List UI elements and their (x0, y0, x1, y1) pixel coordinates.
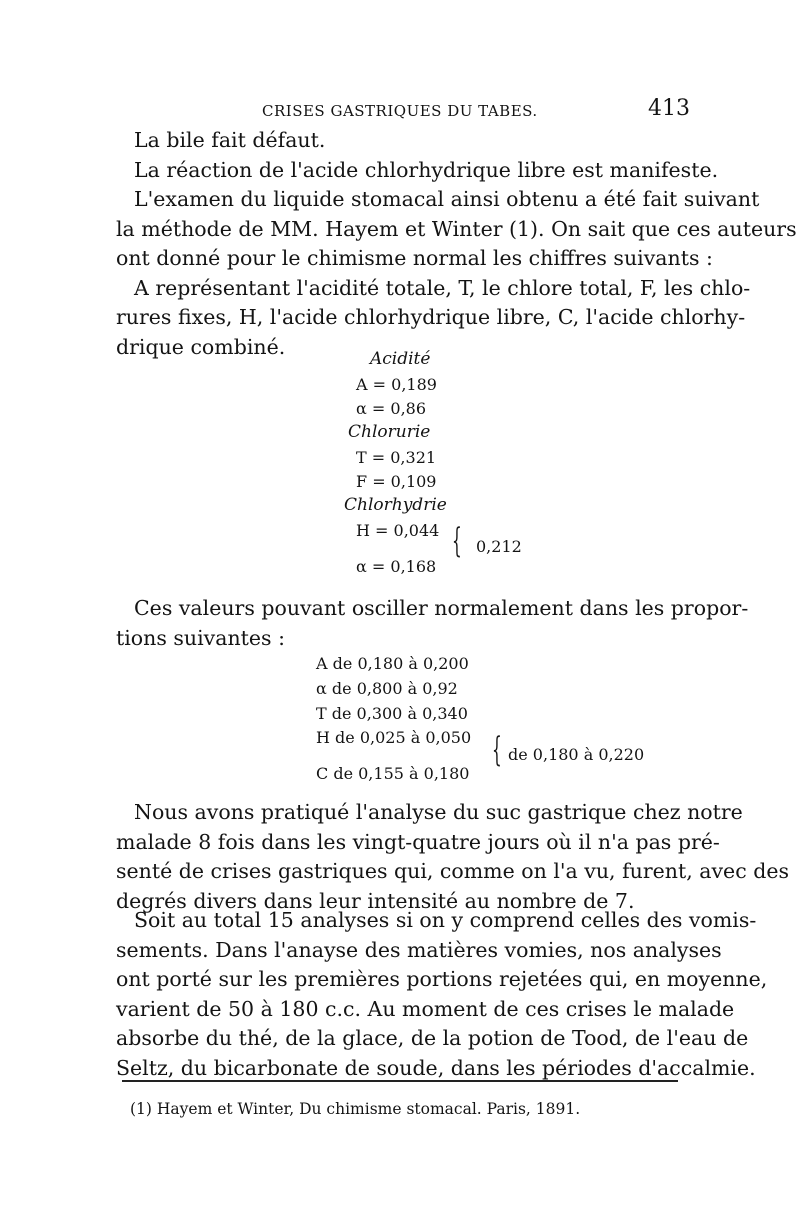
page-header (0, 96, 800, 126)
text-line: A représentant l'acidité totale, T, le chlore total, F, les chlo- (134, 275, 751, 300)
text-line: degrés divers dans leur intensité au nombre de 7. (116, 888, 635, 913)
range-C: C de 0,155 à 0,180 (316, 764, 470, 783)
text-line: Seltz, du bicarbonate de soude, dans les périodes d'accalmie. (116, 1055, 756, 1080)
paragraph-3 (116, 798, 789, 916)
text-line: tions suivantes : (116, 625, 285, 650)
footnote: (1) Hayem et Winter, Du chimisme stomacal. Paris, 1891. (130, 1100, 581, 1118)
brace-icon: { (492, 730, 502, 770)
text-line: rures fixes, H, l'acide chlorhydrique libre, C, l'acide chlorhy- (116, 305, 746, 329)
footnote-rule (122, 1080, 678, 1082)
value-alpha-2: α = 0,168 (356, 557, 437, 576)
text-line: malade 8 fois dans les vingt-quatre jours où il n'a pas pré- (116, 829, 720, 854)
text-line: ont porté sur les premières portions rejetées qui, en moyenne, (116, 967, 768, 991)
range-sum: de 0,180 à 0,220 (508, 745, 645, 764)
value-alpha: α = 0,86 (356, 399, 427, 418)
value-A: A = 0,189 (356, 375, 437, 394)
text-line: La réaction de l'acide chlorhydrique libre est manifeste. (134, 157, 719, 182)
range-T: T de 0,300 à 0,340 (316, 704, 468, 723)
value-T: T = 0,321 (356, 448, 437, 467)
text-line: varient de 50 à 180 c.c. Au moment de ces crises le malade (116, 996, 735, 1021)
value-F: F = 0,109 (356, 472, 437, 491)
paragraph-2 (116, 594, 749, 653)
range-alpha: α de 0,800 à 0,92 (316, 679, 458, 698)
chlorhydrie-title: Chlorhydrie (344, 495, 447, 515)
text-line: senté de crises gastriques qui, comme on l'a vu, furent, avec des (116, 859, 789, 883)
range-A: A de 0,180 à 0,200 (316, 654, 469, 673)
value-H: H = 0,044 (356, 521, 440, 540)
paragraph-4 (116, 906, 768, 1083)
text-line: Nous avons pratiqué l'analyse du suc gastrique chez notre (134, 800, 743, 824)
value-sum: 0,212 (476, 537, 522, 556)
text-line: absorbe du thé, de la glace, de la potion de Tood, de l'eau de (116, 1026, 749, 1050)
chlorurie-title: Chlorurie (348, 422, 431, 442)
brace-icon: { (452, 521, 462, 561)
page-number: 413 (648, 96, 690, 121)
text-line: la méthode de MM. Hayem et Winter (1). On sait que ces auteurs (116, 216, 797, 241)
text-line: ont donné pour le chimisme normal les chiffres suivants : (116, 246, 713, 270)
text-line: drique combiné. (116, 334, 286, 359)
running-title: CRISES GASTRIQUES DU TABES. (262, 102, 538, 120)
text-line: La bile fait défaut. (134, 128, 326, 152)
text-line: Ces valeurs pouvant osciller normalement dans les propor- (134, 596, 749, 620)
text-line: Soit au total 15 analyses si on y comprend celles des vomis- (134, 908, 757, 932)
text-line: sements. Dans l'anayse des matières vomies, nos analyses (116, 937, 722, 962)
acidite-title: Acidité (370, 349, 431, 369)
paragraph-1 (116, 126, 797, 362)
range-H: H de 0,025 à 0,050 (316, 728, 472, 747)
text-line: L'examen du liquide stomacal ainsi obtenu a été fait suivant (134, 187, 760, 211)
